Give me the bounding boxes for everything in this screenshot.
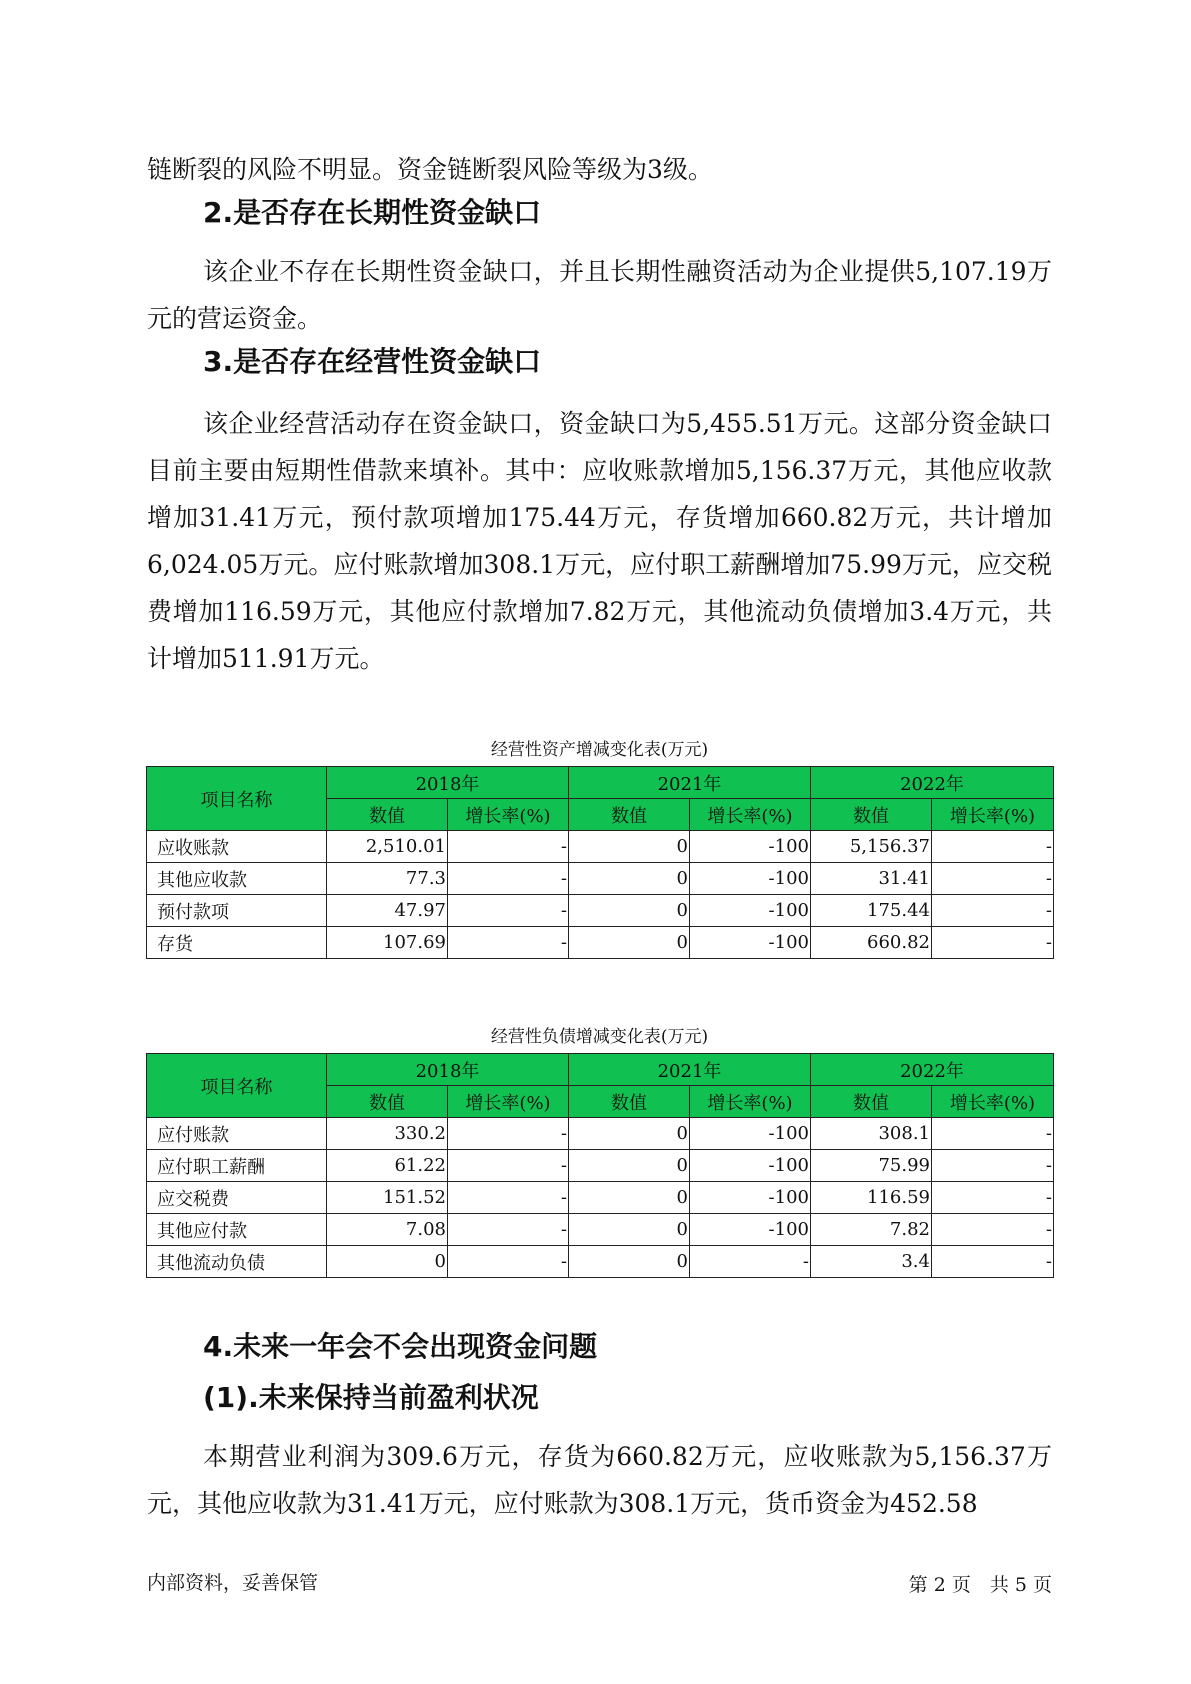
cell-rate: - xyxy=(932,863,1054,895)
header-value: 数值 xyxy=(569,799,690,831)
header-growth-rate: 增长率(%) xyxy=(932,1086,1054,1118)
cell-rate: -100 xyxy=(690,1214,811,1246)
cell-rate: - xyxy=(448,1150,569,1182)
table-row xyxy=(147,831,1054,863)
cell-rate: - xyxy=(690,1246,811,1278)
paragraph-current-profit: 本期营业利润为309.6万元，存货为660.82万元，应收账款为5,156.37万元，其他应收款为31.41万元，应付账款为308.1万元，货币资金为452.58 xyxy=(147,1442,1052,1518)
row-name: 预付款项 xyxy=(147,895,327,927)
header-year-2018: 2018年 xyxy=(327,767,569,799)
cell-rate: -100 xyxy=(690,1150,811,1182)
cell-value: 0 xyxy=(569,1214,690,1246)
cell-rate: -100 xyxy=(690,1182,811,1214)
row-name: 应付账款 xyxy=(147,1118,327,1150)
header-item-name: 项目名称 xyxy=(147,1054,327,1118)
cell-value: 7.82 xyxy=(811,1214,932,1246)
table-row xyxy=(147,1118,1054,1150)
cell-value: 77.3 xyxy=(327,863,448,895)
header-year-2022: 2022年 xyxy=(811,767,1054,799)
header-growth-rate: 增长率(%) xyxy=(448,1086,569,1118)
heading-next-year-funding: 4.未来一年会不会出现资金问题 xyxy=(203,1330,598,1363)
cell-rate: - xyxy=(448,1182,569,1214)
table-row xyxy=(147,895,1054,927)
cell-value: 75.99 xyxy=(811,1150,932,1182)
cell-value: 0 xyxy=(569,1118,690,1150)
cell-rate: - xyxy=(448,927,569,959)
row-name: 存货 xyxy=(147,927,327,959)
cell-value: 0 xyxy=(569,863,690,895)
cell-rate: - xyxy=(448,863,569,895)
row-name: 应付职工薪酬 xyxy=(147,1150,327,1182)
cell-rate: - xyxy=(932,1118,1054,1150)
cell-value: 3.4 xyxy=(811,1246,932,1278)
row-name: 应收账款 xyxy=(147,831,327,863)
cell-rate: -100 xyxy=(690,1118,811,1150)
heading-long-term-gap: 2.是否存在长期性资金缺口 xyxy=(203,196,542,229)
cell-value: 5,156.37 xyxy=(811,831,932,863)
cell-rate: - xyxy=(448,1246,569,1278)
cell-rate: - xyxy=(448,831,569,863)
cell-value: 116.59 xyxy=(811,1182,932,1214)
cell-value: 0 xyxy=(569,1150,690,1182)
cell-value: 151.52 xyxy=(327,1182,448,1214)
header-growth-rate: 增长率(%) xyxy=(448,799,569,831)
header-year-2021: 2021年 xyxy=(569,767,811,799)
asset-table-caption: 经营性资产增减变化表(万元) xyxy=(490,740,709,760)
cell-rate: - xyxy=(932,1150,1054,1182)
row-name: 其他流动负债 xyxy=(147,1246,327,1278)
header-year-2022: 2022年 xyxy=(811,1054,1054,1086)
cell-value: 107.69 xyxy=(327,927,448,959)
asset-table xyxy=(146,766,1054,959)
cell-rate: - xyxy=(932,895,1054,927)
paragraph-long-term-gap: 该企业不存在长期性资金缺口，并且长期性融资活动为企业提供5,107.19万元的营运资金。 xyxy=(147,257,1052,333)
liability-table xyxy=(146,1053,1054,1278)
cell-rate: - xyxy=(448,895,569,927)
cell-rate: - xyxy=(448,1214,569,1246)
header-growth-rate: 增长率(%) xyxy=(932,799,1054,831)
footer-page-number: 第 2 页 共 5 页 xyxy=(908,1574,1052,1596)
table-row xyxy=(147,1150,1054,1182)
table-row xyxy=(147,1182,1054,1214)
cell-rate: -100 xyxy=(690,831,811,863)
cell-value: 0 xyxy=(569,831,690,863)
header-value: 数值 xyxy=(327,799,448,831)
cell-value: 0 xyxy=(569,1182,690,1214)
header-value: 数值 xyxy=(569,1086,690,1118)
cell-value: 660.82 xyxy=(811,927,932,959)
cell-value: 7.08 xyxy=(327,1214,448,1246)
table-row xyxy=(147,863,1054,895)
cell-value: 0 xyxy=(569,1246,690,1278)
paragraph-operating-gap: 该企业经营活动存在资金缺口，资金缺口为5,455.51万元。这部分资金缺口目前主要由短期性借款来填补。其中：应收账款增加5,156.37万元，其他应收款增加31.41万元，预付款项增加175.44万元，存货增加660.82万元，共计增加6,024.05万元。应付账款增加308.1万元，应付职工薪酬增加75.99万元，应交税费增加116.59万元，其他应付款增加7.82万元，其他流动负债增加3.4万元，共计增加511.91万元。 xyxy=(147,409,1052,673)
cell-value: 0 xyxy=(569,927,690,959)
cell-value: 308.1 xyxy=(811,1118,932,1150)
cell-value: 47.97 xyxy=(327,895,448,927)
row-name: 其他应收款 xyxy=(147,863,327,895)
cell-value: 175.44 xyxy=(811,895,932,927)
header-year-2018: 2018年 xyxy=(327,1054,569,1086)
cell-value: 0 xyxy=(327,1246,448,1278)
table-row xyxy=(147,927,1054,959)
paragraph-risk-level: 链断裂的风险不明显。资金链断裂风险等级为3级。 xyxy=(147,155,713,184)
cell-value: 0 xyxy=(569,895,690,927)
header-value: 数值 xyxy=(327,1086,448,1118)
cell-rate: -100 xyxy=(690,895,811,927)
cell-value: 31.41 xyxy=(811,863,932,895)
cell-rate: - xyxy=(932,1246,1054,1278)
cell-rate: - xyxy=(932,831,1054,863)
cell-rate: -100 xyxy=(690,863,811,895)
table-row xyxy=(147,1246,1054,1278)
cell-rate: - xyxy=(932,1182,1054,1214)
cell-value: 330.2 xyxy=(327,1118,448,1150)
row-name: 应交税费 xyxy=(147,1182,327,1214)
header-year-2021: 2021年 xyxy=(569,1054,811,1086)
cell-rate: - xyxy=(448,1118,569,1150)
header-growth-rate: 增长率(%) xyxy=(690,1086,811,1118)
heading-operating-gap: 3.是否存在经营性资金缺口 xyxy=(203,345,542,378)
footer-confidential-note: 内部资料，妥善保管 xyxy=(147,1572,319,1594)
liability-table-caption: 经营性负债增减变化表(万元) xyxy=(490,1027,709,1047)
header-value: 数值 xyxy=(811,799,932,831)
cell-value: 61.22 xyxy=(327,1150,448,1182)
row-name: 其他应付款 xyxy=(147,1214,327,1246)
heading-maintain-profit: (1).未来保持当前盈利状况 xyxy=(203,1381,539,1414)
cell-value: 2,510.01 xyxy=(327,831,448,863)
header-value: 数值 xyxy=(811,1086,932,1118)
header-item-name: 项目名称 xyxy=(147,767,327,831)
cell-rate: - xyxy=(932,927,1054,959)
cell-rate: -100 xyxy=(690,927,811,959)
table-row xyxy=(147,1214,1054,1246)
cell-rate: - xyxy=(932,1214,1054,1246)
header-growth-rate: 增长率(%) xyxy=(690,799,811,831)
